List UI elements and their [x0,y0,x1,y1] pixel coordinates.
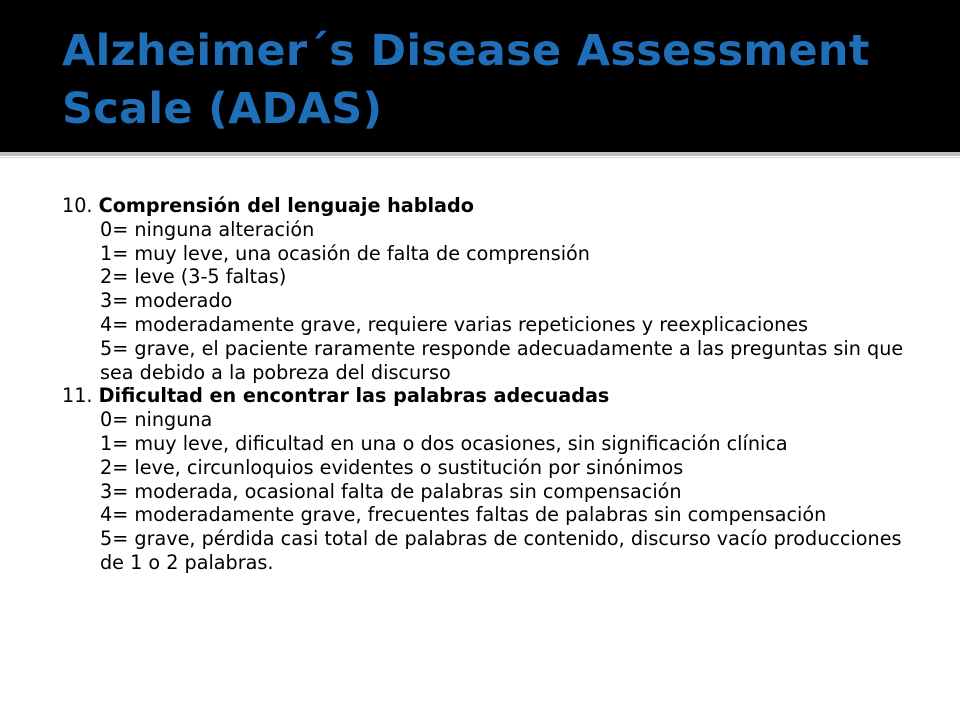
assessment-item-10 [62,194,922,384]
option-5: 5= grave, el paciente raramente responde adecuadamente a las preguntas sin que sea debido a la pobreza del discurso [100,336,904,384]
assessment-item-11 [62,384,932,574]
slide-body [62,194,932,575]
option-4: 4= moderadamente grave, requiere varias repeticiones y reexplicaciones [100,312,809,336]
option-3: 3= moderada, ocasional falta de palabras sin compensación [100,479,682,503]
item-number: 11. [62,384,99,408]
option-3: 3= moderado [100,289,233,313]
item-title: Comprensión del lenguaje hablado [98,194,474,217]
option-0: 0= ninguna alteración [100,217,315,241]
item-heading [62,194,922,218]
option-2: 2= leve (3-5 faltas) [100,265,287,289]
option-0: 0= ninguna [100,408,213,432]
title-divider [0,152,960,156]
option-4: 4= moderadamente grave, frecuentes faltas de palabras sin compensación [100,503,827,527]
item-number: 10. [62,194,99,217]
slide-title: Alzheimer´s Disease Assessment Scale (ADAS) [62,26,870,134]
item-heading [62,384,922,408]
title-divider-thin [0,157,960,158]
option-2: 2= leve, circunloquios evidentes o sustitución por sinónimos [100,455,684,479]
option-1: 1= muy leve, una ocasión de falta de comprensión [100,241,590,265]
option-1: 1= muy leve, dificultad en una o dos ocasiones, sin significación clínica [100,431,788,455]
item-title: Dificultad en encontrar las palabras adecuadas [98,384,610,408]
option-5: 5= grave, pérdida casi total de palabras de contenido, discurso vacío producciones de 1 o 2 palabras. [100,527,932,574]
